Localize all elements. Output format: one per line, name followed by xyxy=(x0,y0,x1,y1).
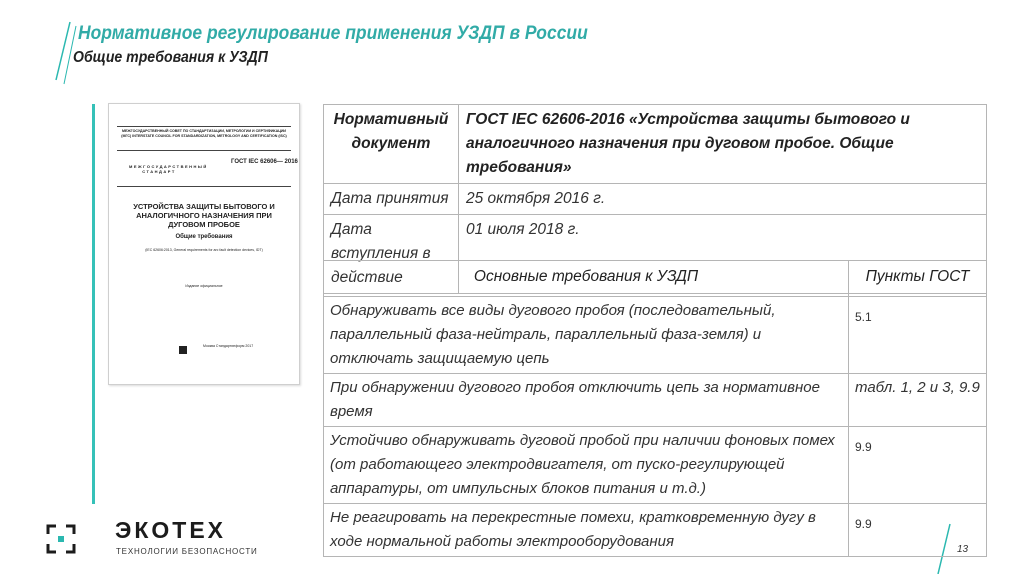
requirement-cell: Обнаруживать все виды дугового пробоя (последовательный, параллельный фаза-нейтраль, параллельный фаза-земля) и отключать защищаемую цепь xyxy=(324,297,849,374)
page-title: Нормативное регулирование применения УЗДП в России xyxy=(78,23,588,44)
requirement-cell: При обнаружении дугового пробоя отключить цепь за нормативное время xyxy=(324,374,849,427)
gost-document-thumbnail xyxy=(108,103,300,385)
doc-publisher-logo xyxy=(179,346,187,354)
table-row xyxy=(324,297,987,374)
doc-place: Москва Стандартинформ 2017 xyxy=(203,344,254,348)
doc-english-title: (IEC 62606:2013, General requirements for arc fault detection devices, IDT) xyxy=(145,248,263,252)
info-label: Нормативный документ xyxy=(324,105,459,184)
brand-name: ЭКОТЕХ xyxy=(115,517,227,543)
doc-subtitle: Общие требования xyxy=(175,234,233,240)
info-value: 25 октября 2016 г. xyxy=(459,184,987,215)
points-cell: 9.9 xyxy=(849,504,987,557)
info-label: Дата вступления в действие xyxy=(324,215,459,294)
requirement-cell: Не реагировать на перекрестные помехи, кратковременную дугу в ходе нормальной работы электрооборудования xyxy=(324,504,849,557)
doc-gost-code: ГОСТ IEC 62606— 2016 xyxy=(231,159,298,165)
brand-logo-icon xyxy=(46,524,76,554)
points-cell: табл. 1, 2 и 3, 9.9 xyxy=(849,374,987,427)
requirements-table xyxy=(323,260,987,557)
points-cell: 5.1 xyxy=(849,297,987,374)
page-number: 13 xyxy=(957,544,969,555)
table-row xyxy=(324,427,987,504)
table-row xyxy=(324,374,987,427)
table-header-row xyxy=(324,261,987,297)
brand-tagline: ТЕХНОЛОГИИ БЕЗОПАСНОСТИ xyxy=(116,547,258,556)
page-subtitle: Общие требования к УЗДП xyxy=(73,49,268,66)
vertical-divider xyxy=(92,104,95,504)
doc-rule xyxy=(117,150,291,151)
points-cell: 9.9 xyxy=(849,427,987,504)
doc-rule xyxy=(117,186,291,187)
info-value: 01 июля 2018 г. xyxy=(459,215,987,294)
column-header-points: Пункты ГОСТ xyxy=(849,261,987,297)
doc-header: МЕЖГОСУДАРСТВЕННЫЙ СОВЕТ ПО СТАНДАРТИЗАЦИИ, МЕТРОЛОГИИ И СЕРТИФИКАЦИИ (МГС) INTERSTATE COUNCIL FOR STANDARDIZATION, METROLOGY AND CERTIFICATION (ISC) xyxy=(121,129,287,138)
doc-rule xyxy=(117,126,291,127)
doc-standard-label: МЕЖГОСУДАРСТВЕННЫЙ СТАНДАРТ xyxy=(129,164,208,174)
table-row xyxy=(324,184,987,215)
requirement-cell: Устойчиво обнаруживать дуговой пробой при наличии фоновых помех (от работающего электродвигателя, от пуско-регулирующей аппаратуры, от импульсных блоков питания и т.д.) xyxy=(324,427,849,504)
table-row xyxy=(324,105,987,184)
table-row xyxy=(324,504,987,557)
doc-edition: Издание официальное xyxy=(185,284,223,288)
doc-title: УСТРОЙСТВА ЗАЩИТЫ БЫТОВОГО И АНАЛОГИЧНОГО НАЗНАЧЕНИЯ ПРИ ДУГОВОМ ПРОБОЕ xyxy=(133,202,275,229)
column-header-requirements: Основные требования к УЗДП xyxy=(324,261,849,297)
info-label: Дата принятия xyxy=(324,184,459,215)
info-value: ГОСТ IEC 62606-2016 «Устройства защиты бытового и аналогичного назначения при дуговом пробое. Общие требования» xyxy=(459,105,987,184)
